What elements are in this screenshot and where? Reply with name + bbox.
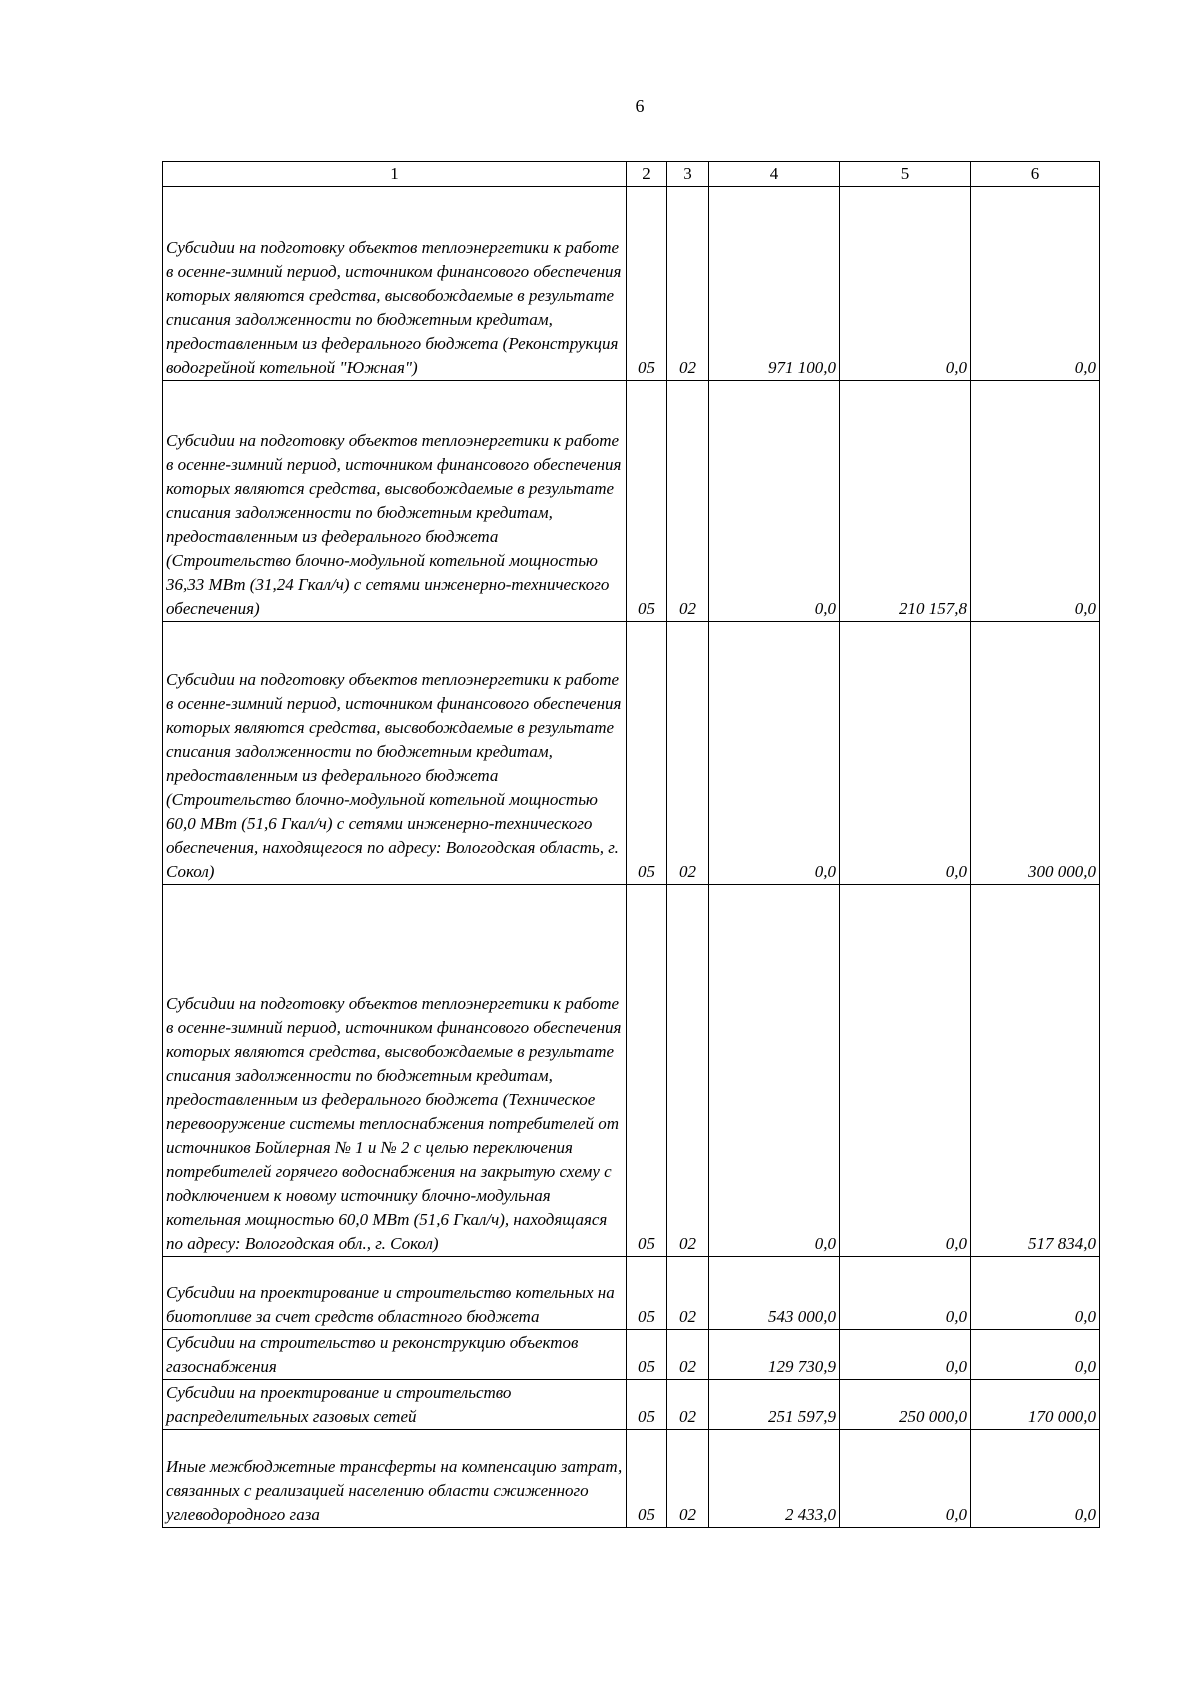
row-value-col6: 517 834,0 [971, 885, 1100, 1257]
row-value-col6: 0,0 [971, 1257, 1100, 1330]
table-row [163, 1430, 1100, 1528]
row-value-col6: 0,0 [971, 1330, 1100, 1380]
row-value-col5: 0,0 [840, 1430, 971, 1528]
row-name: Субсидии на проектирование и строительство котельных на биотопливе за счет средств областного бюджета [163, 1257, 627, 1330]
spacer [166, 405, 623, 429]
row-section-code: 05 [627, 622, 667, 885]
row-section-code: 05 [627, 1430, 667, 1528]
row-value-col5: 0,0 [840, 187, 971, 381]
row-name: Субсидии на проектирование и строительство распределительных газовых сетей [163, 1380, 627, 1430]
row-name [163, 381, 627, 622]
table-row [163, 1257, 1100, 1330]
table-row [163, 622, 1100, 885]
row-value-col6: 0,0 [971, 1430, 1100, 1528]
row-subsection-code: 02 [667, 885, 709, 1257]
row-section-code: 05 [627, 1380, 667, 1430]
row-subsection-code: 02 [667, 622, 709, 885]
row-section-code: 05 [627, 1257, 667, 1330]
row-name-text: Субсидии на подготовку объектов теплоэнергетики к работе в осенне-зимний период, источником финансового обеспечения которых являются средства, высвобождаемые в результате списания задолженности по бюджетным кредитам, предоставленным из федерального бюджета (Строительство блочно-модульной котельной мощностью 60,0 МВт (51,6 Гкал/ч) с сетями инженерно-технического обеспечения, находящегося по адресу: Вологодская область, г. Сокол) [166, 670, 622, 881]
row-value-col4: 543 000,0 [709, 1257, 840, 1330]
row-value-col6: 0,0 [971, 187, 1100, 381]
row-value-col4: 0,0 [709, 381, 840, 622]
row-value-col6: 170 000,0 [971, 1380, 1100, 1430]
row-name-text: Субсидии на подготовку объектов теплоэнергетики к работе в осенне-зимний период, источником финансового обеспечения которых являются средства, высвобождаемые в результате списания задолженности по бюджетным кредитам, предоставленным из федерального бюджета (Реконструкция водогрейной котельной "Южная") [166, 238, 622, 377]
row-subsection-code: 02 [667, 187, 709, 381]
table-row [163, 187, 1100, 381]
row-name [163, 1430, 627, 1528]
row-name: Субсидии на строительство и реконструкцию объектов газоснабжения [163, 1330, 627, 1380]
column-header-5: 5 [840, 162, 971, 187]
header-row [163, 162, 1100, 187]
spacer [166, 1431, 623, 1455]
column-header-3: 3 [667, 162, 709, 187]
row-value-col4: 0,0 [709, 885, 840, 1257]
row-value-col4: 2 433,0 [709, 1430, 840, 1528]
row-name-text: Субсидии на подготовку объектов теплоэнергетики к работе в осенне-зимний период, источником финансового обеспечения которых являются средства, высвобождаемые в результате списания задолженности по бюджетным кредитам, предоставленным из федерального бюджета (Строительство блочно-модульной котельной мощностью 36,33 МВт (31,24 Гкал/ч) с сетями инженерно-технического обеспечения) [166, 431, 622, 618]
row-value-col4: 251 597,9 [709, 1380, 840, 1430]
row-value-col4: 129 730,9 [709, 1330, 840, 1380]
page-number: 6 [635, 96, 645, 116]
row-subsection-code: 02 [667, 1380, 709, 1430]
row-value-col5: 250 000,0 [840, 1380, 971, 1430]
column-header-1: 1 [163, 162, 627, 187]
row-value-col5: 0,0 [840, 1330, 971, 1380]
row-section-code: 05 [627, 187, 667, 381]
row-name-text: Субсидии на подготовку объектов теплоэнергетики к работе в осенне-зимний период, источником финансового обеспечения которых являются средства, высвобождаемые в результате списания задолженности по бюджетным кредитам, предоставленным из федерального бюджета (Техническое перевооружение системы теплоснабжения потребителей от источников Бойлерная № 1 и № 2 с целью переключения потребителей горячего водоснабжения на закрытую схему с подключением к новому источнику блочно-модульная котельная мощностью 60,0 МВт (51,6 Гкал/ч), находящаяся по адресу: Вологодская обл., г. Сокол) [166, 994, 622, 1253]
row-value-col4: 971 100,0 [709, 187, 840, 381]
row-section-code: 05 [627, 381, 667, 622]
row-subsection-code: 02 [667, 1330, 709, 1380]
column-header-6: 6 [971, 162, 1100, 187]
spacer [166, 968, 623, 992]
row-value-col5: 0,0 [840, 622, 971, 885]
row-subsection-code: 02 [667, 1257, 709, 1330]
table-row [163, 1330, 1100, 1380]
column-header-4: 4 [709, 162, 840, 187]
spacer [166, 644, 623, 668]
row-value-col6: 300 000,0 [971, 622, 1100, 885]
row-value-col5: 0,0 [840, 885, 971, 1257]
row-value-col6: 0,0 [971, 381, 1100, 622]
row-name-text: Иные межбюджетные трансферты на компенсацию затрат, связанных с реализацией населению области сжиженного углеводородного газа [166, 1457, 623, 1524]
row-value-col4: 0,0 [709, 622, 840, 885]
budget-table [162, 161, 1100, 1528]
row-name [163, 187, 627, 381]
row-subsection-code: 02 [667, 381, 709, 622]
row-value-col5: 0,0 [840, 1257, 971, 1330]
spacer [166, 212, 623, 236]
table-row [163, 885, 1100, 1257]
row-name [163, 885, 627, 1257]
row-section-code: 05 [627, 885, 667, 1257]
row-name [163, 622, 627, 885]
row-subsection-code: 02 [667, 1430, 709, 1528]
table-row [163, 1380, 1100, 1430]
row-value-col5: 210 157,8 [840, 381, 971, 622]
table-row [163, 381, 1100, 622]
row-section-code: 05 [627, 1330, 667, 1380]
column-header-2: 2 [627, 162, 667, 187]
